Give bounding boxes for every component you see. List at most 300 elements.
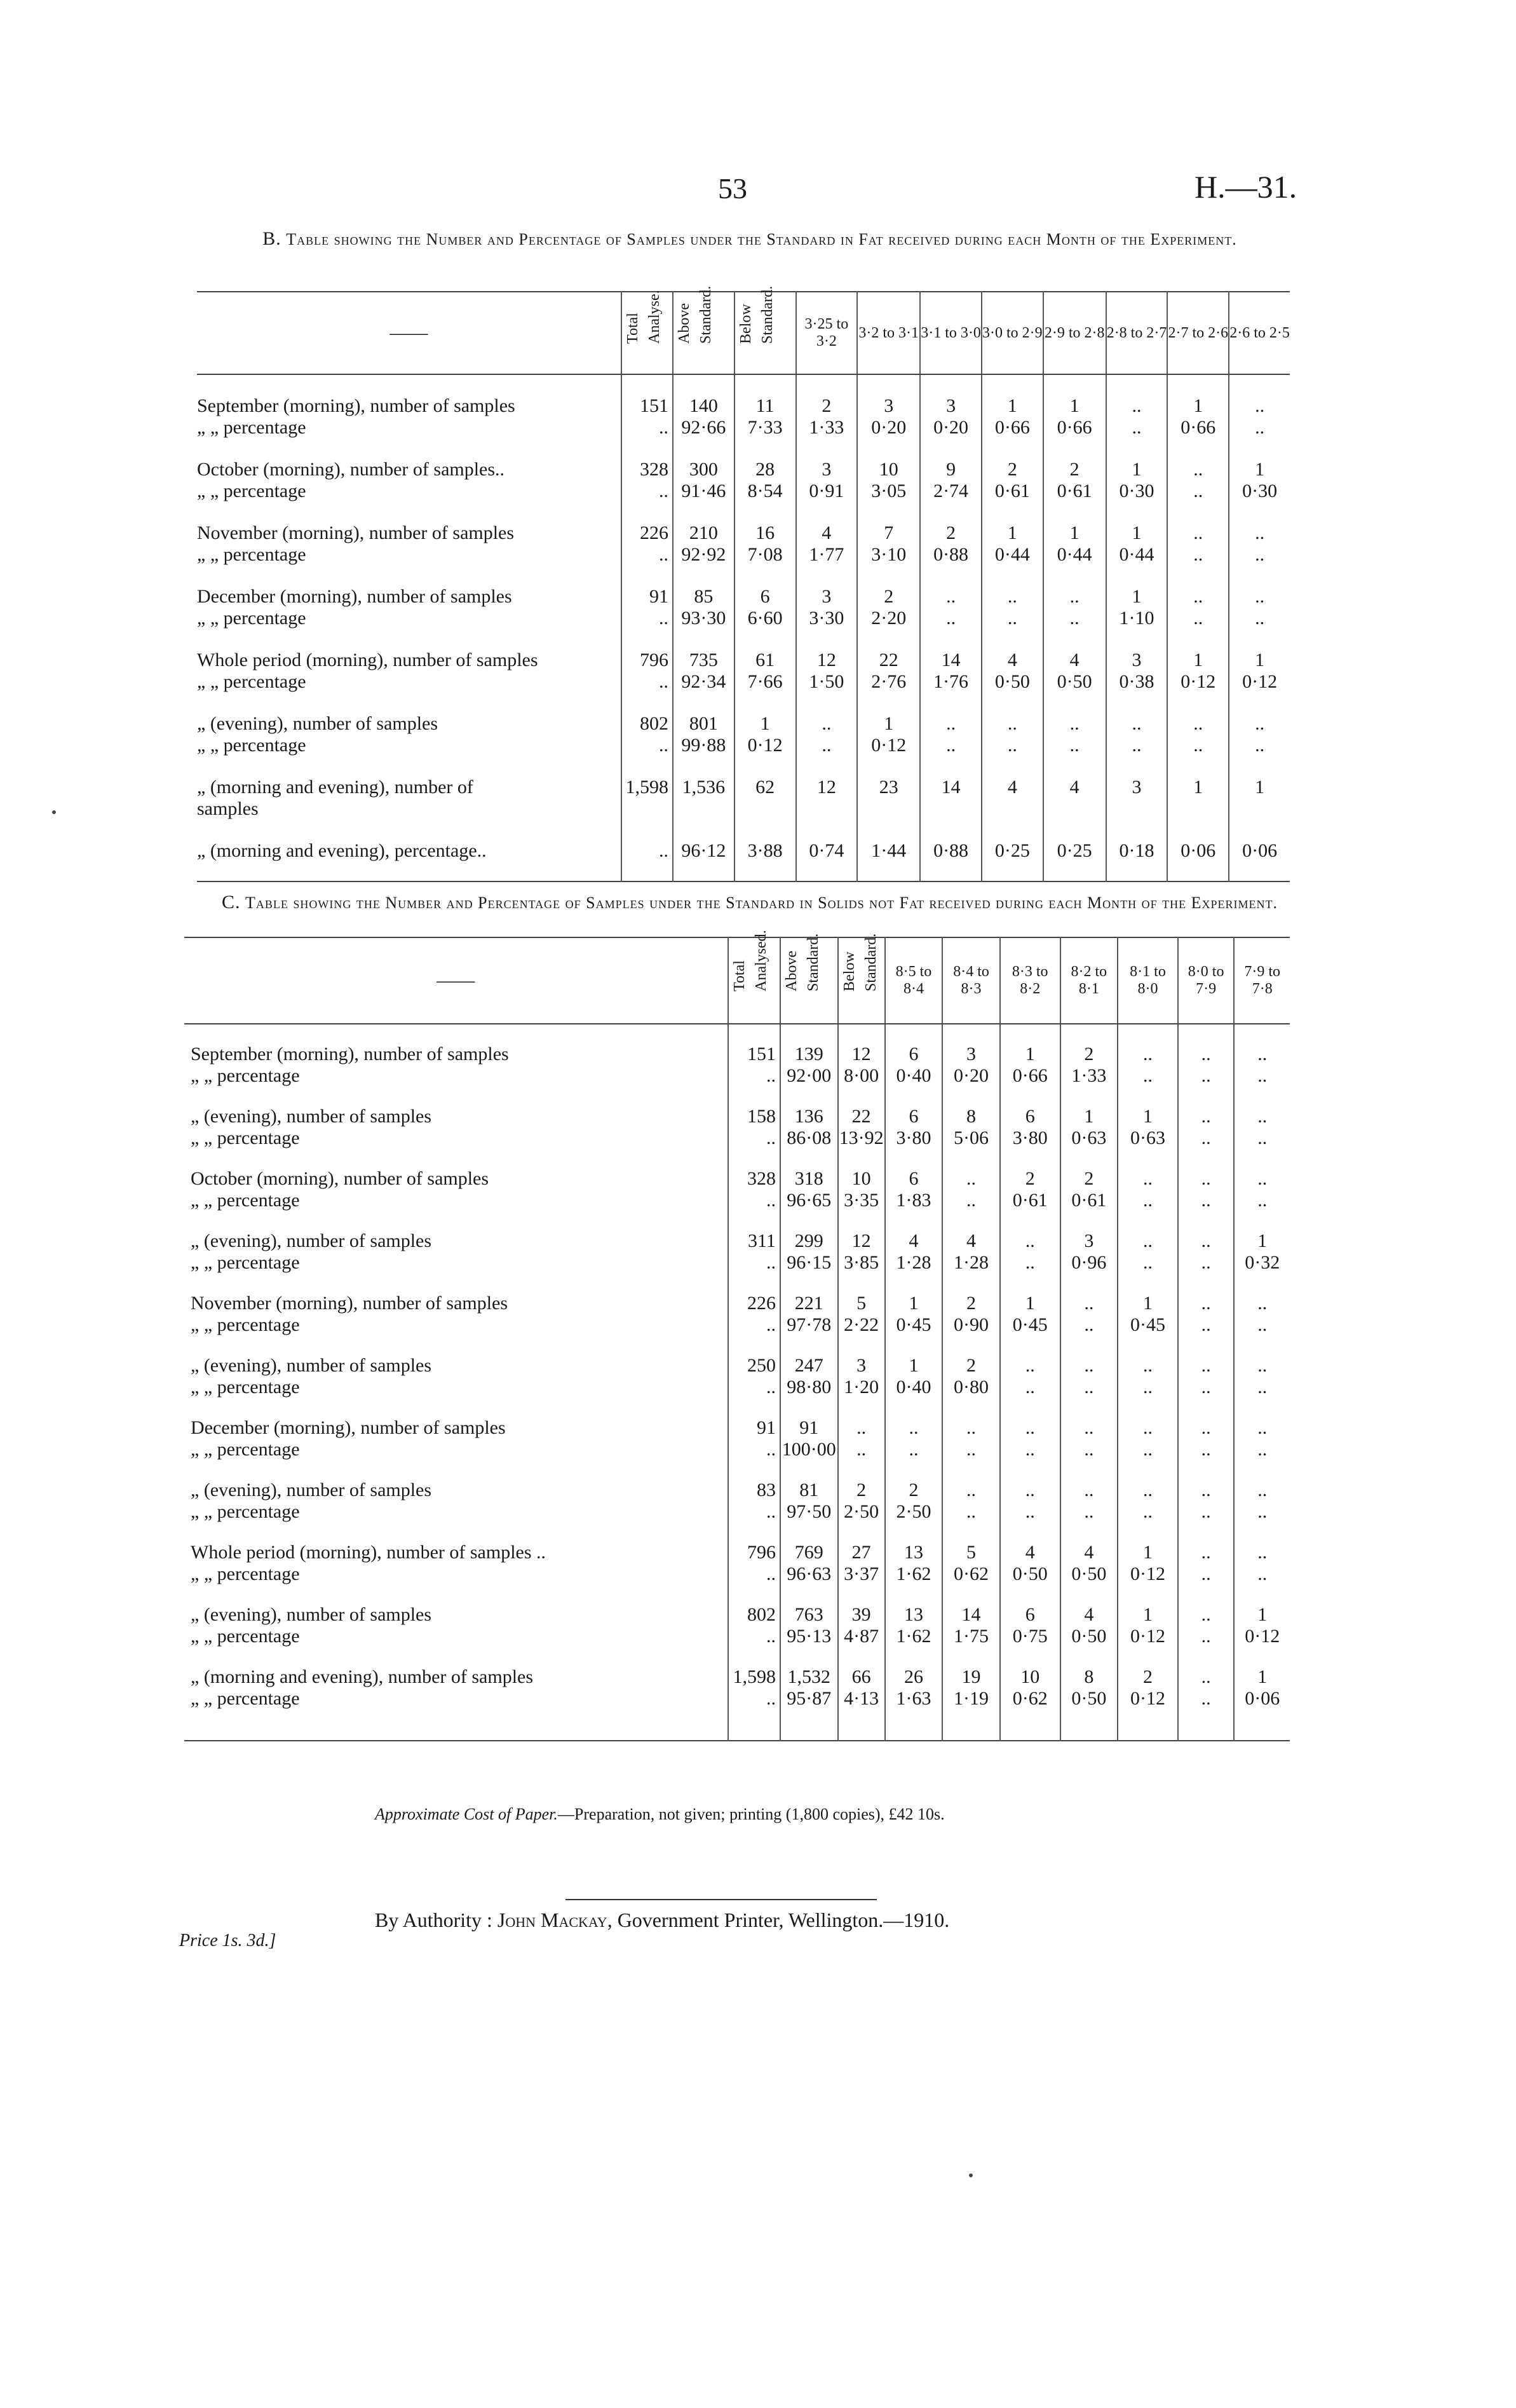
table-row <box>197 629 1290 693</box>
cell-value: 0·12 <box>747 735 783 756</box>
cell-value: 0·91 <box>809 480 844 501</box>
value-cell <box>796 374 858 439</box>
cell-value: .. <box>1007 735 1017 756</box>
value-cell <box>982 756 1043 820</box>
value-cell <box>857 502 920 566</box>
row-label-line: „ „ percentage <box>191 1314 300 1335</box>
cell-value: 7·08 <box>747 544 783 565</box>
cell-value: 1,598 <box>625 777 668 798</box>
value-cell <box>857 629 920 693</box>
cell-value: 2 <box>909 1479 919 1500</box>
cell-value: 4 <box>822 522 832 543</box>
cell-value: 1 <box>1007 395 1017 416</box>
cell-value: 12 <box>851 1044 871 1065</box>
cell-value: 6 <box>909 1168 919 1189</box>
cell-value: 0·12 <box>1130 1626 1166 1647</box>
cell-value: .. <box>658 544 668 565</box>
cell-value: .. <box>1084 1377 1094 1398</box>
cell-value: .. <box>766 1626 776 1647</box>
value-cell <box>1178 1647 1235 1741</box>
cell-value: .. <box>1084 1501 1094 1522</box>
total-cell <box>728 1087 780 1149</box>
value-cell <box>1234 1024 1290 1087</box>
table-row <box>184 1647 1290 1741</box>
cell-value: 96·63 <box>787 1563 832 1584</box>
value-cell <box>942 1585 1000 1647</box>
value-cell <box>920 629 982 693</box>
row-label-line: November (morning), number of samples <box>197 522 515 543</box>
value-cell <box>1118 1398 1178 1460</box>
cell-value: 0·61 <box>1071 1190 1107 1211</box>
value-cell <box>1229 439 1290 502</box>
value-cell <box>857 756 920 820</box>
row-label-line: „ „ percentage <box>191 1439 300 1460</box>
cell-value: 2·76 <box>871 671 907 692</box>
value-cell <box>1229 566 1290 629</box>
cell-value: .. <box>1007 713 1017 734</box>
cell-value: .. <box>822 713 832 734</box>
value-cell <box>1167 566 1229 629</box>
cell-value: 96·12 <box>681 840 726 861</box>
row-label-line: October (morning), number of samples <box>191 1168 489 1189</box>
cell-value: 1 <box>1132 522 1142 543</box>
cell-value: 0·90 <box>954 1314 989 1335</box>
cell-value: .. <box>1257 1127 1268 1148</box>
value-cell <box>920 693 982 756</box>
cell-value: 1 <box>1255 650 1265 670</box>
cell-value: 2 <box>884 586 894 607</box>
value-cell <box>857 566 920 629</box>
cell-value: 0·06 <box>1181 840 1216 861</box>
cell-value: 4·13 <box>844 1688 879 1709</box>
value-cell <box>857 693 920 756</box>
value-cell <box>982 820 1043 881</box>
cell-value: 28 <box>755 459 775 480</box>
cell-value: 796 <box>639 650 668 670</box>
cell-value: 2·50 <box>844 1501 879 1522</box>
table-row <box>184 1336 1290 1398</box>
cell-value: .. <box>1257 1065 1268 1086</box>
value-cell <box>1000 1647 1060 1741</box>
value-cell <box>734 439 796 502</box>
cell-value: .. <box>1143 1190 1153 1211</box>
total-cell <box>621 502 673 566</box>
cell-value: .. <box>1069 608 1079 629</box>
value-cell <box>1167 439 1229 502</box>
value-cell <box>673 439 734 502</box>
row-label-line: „ „ percentage <box>191 1563 300 1584</box>
row-label-line: „ „ percentage <box>191 1127 300 1148</box>
cell-value: 151 <box>639 395 668 416</box>
value-cell <box>1043 629 1106 693</box>
cell-value: .. <box>766 1501 776 1522</box>
cell-value: .. <box>1201 1314 1211 1335</box>
value-cell <box>673 502 734 566</box>
value-cell <box>1000 1149 1060 1211</box>
cell-value: .. <box>1201 1563 1211 1584</box>
col-total: Total Analysed. <box>728 937 780 1024</box>
cell-value: 328 <box>747 1168 776 1189</box>
value-cell <box>1178 1336 1235 1398</box>
cell-value: 1 <box>1257 1666 1268 1687</box>
cell-value: 3·88 <box>747 840 783 861</box>
cell-value: 0·12 <box>1130 1688 1166 1709</box>
fat-table <box>197 285 1290 882</box>
total-cell <box>728 1398 780 1460</box>
cell-value: 0·20 <box>933 417 969 438</box>
cell-value: 3 <box>946 395 956 416</box>
cell-value: .. <box>658 671 668 692</box>
cell-value: .. <box>946 713 956 734</box>
value-cell <box>780 1398 838 1460</box>
value-cell <box>1043 693 1106 756</box>
value-cell <box>796 502 858 566</box>
cell-value: 12 <box>816 777 836 798</box>
cell-value: 0·45 <box>896 1314 931 1335</box>
cell-value: .. <box>766 1065 776 1086</box>
cell-value: 0·61 <box>1012 1190 1048 1211</box>
cell-value: 12 <box>851 1230 871 1251</box>
cell-value: 1·75 <box>954 1626 989 1647</box>
cell-value: .. <box>1201 1127 1211 1148</box>
cell-value <box>1044 798 1106 820</box>
value-cell <box>1178 1585 1235 1647</box>
table-row <box>197 374 1290 439</box>
value-cell <box>1060 1460 1118 1523</box>
cell-value: .. <box>658 608 668 629</box>
cell-value: 0·12 <box>1242 671 1278 692</box>
cell-value: 0·96 <box>1071 1252 1107 1273</box>
row-label <box>197 374 621 439</box>
value-cell <box>780 1024 838 1087</box>
cell-value: 22 <box>879 650 898 670</box>
printer-name: John Mackay <box>497 1908 607 1931</box>
row-label-line: December (morning), number of samples <box>197 586 512 607</box>
value-cell <box>1229 693 1290 756</box>
value-cell <box>920 566 982 629</box>
value-cell <box>838 1336 885 1398</box>
value-cell <box>1234 1585 1290 1647</box>
cell-value: 1·28 <box>896 1252 931 1273</box>
cell-value: 91 <box>649 586 668 607</box>
cell-value: 0·12 <box>1245 1626 1280 1647</box>
cell-value: 92·34 <box>681 671 726 692</box>
cell-value: .. <box>1193 735 1203 756</box>
total-cell <box>728 1523 780 1585</box>
cell-value: .. <box>1257 1439 1268 1460</box>
speck <box>52 810 56 814</box>
cell-value: 10 <box>851 1168 871 1189</box>
row-label-line: „ (evening), number of samples <box>191 1106 432 1127</box>
cell-value: 92·66 <box>681 417 726 438</box>
cell-value: 8 <box>1084 1666 1094 1687</box>
value-cell <box>1043 439 1106 502</box>
cell-value: 4·87 <box>844 1626 879 1647</box>
cell-value: .. <box>1007 608 1017 629</box>
value-cell <box>1118 1024 1178 1087</box>
value-cell <box>1106 693 1168 756</box>
value-cell <box>1106 502 1168 566</box>
cell-value: 0·18 <box>1119 840 1154 861</box>
cell-value: 1 <box>1069 395 1079 416</box>
cell-value: 6 <box>909 1044 919 1065</box>
cell-value: 85 <box>694 586 714 607</box>
cell-value: .. <box>766 1314 776 1335</box>
cell-value: 139 <box>794 1044 823 1065</box>
cell-value: 2 <box>966 1293 977 1314</box>
value-cell <box>734 820 796 881</box>
cell-value: .. <box>1084 1314 1094 1335</box>
cell-value: .. <box>658 735 668 756</box>
value-cell <box>982 374 1043 439</box>
cell-value: 250 <box>747 1355 776 1376</box>
cell-value: .. <box>1143 1439 1153 1460</box>
row-label-line: „ „ percentage <box>191 1501 300 1522</box>
cell-value: 5·06 <box>954 1127 989 1148</box>
cell-value: 8·00 <box>844 1065 879 1086</box>
row-label <box>197 439 621 502</box>
value-cell <box>1043 374 1106 439</box>
cell-value <box>673 798 734 820</box>
cell-value: 0·30 <box>1242 480 1278 501</box>
value-cell <box>1060 1274 1118 1336</box>
value-cell <box>942 1523 1000 1585</box>
cell-value: .. <box>1084 1417 1094 1438</box>
table-row <box>184 1149 1290 1211</box>
cell-value: .. <box>766 1688 776 1709</box>
cell-value: 0·62 <box>1012 1688 1048 1709</box>
table-row <box>184 1024 1290 1087</box>
col-range: 3·2 to 3·1 <box>857 292 920 374</box>
cost-of-paper <box>375 1805 945 1824</box>
cell-value: 3 <box>856 1355 867 1376</box>
cell-value: 7·33 <box>747 417 783 438</box>
value-cell <box>942 1274 1000 1336</box>
value-cell <box>1043 820 1106 881</box>
cell-value: 3·37 <box>844 1563 879 1584</box>
row-label-line: „ (evening), number of samples <box>191 1230 432 1251</box>
cell-value: 14 <box>941 650 961 670</box>
table-row <box>184 1398 1290 1460</box>
value-cell <box>838 1647 885 1741</box>
table-row <box>197 693 1290 756</box>
cell-value: 6 <box>909 1106 919 1127</box>
row-label-line: October (morning), number of samples.. <box>197 459 505 480</box>
cell-value: .. <box>1193 586 1203 607</box>
cell-value: 4 <box>1084 1542 1094 1563</box>
col-range: 8·0 to 7·9 <box>1178 937 1235 1024</box>
cell-value: .. <box>1193 522 1203 543</box>
col-range: 7·9 to 7·8 <box>1234 937 1290 1024</box>
value-cell <box>1060 1087 1118 1149</box>
cell-value: .. <box>1257 1106 1268 1127</box>
value-cell <box>838 1274 885 1336</box>
cell-value: 801 <box>689 713 718 734</box>
value-cell <box>673 629 734 693</box>
value-cell <box>1229 502 1290 566</box>
cell-value: 802 <box>639 713 668 734</box>
cell-value: .. <box>966 1501 977 1522</box>
cell-value: .. <box>658 417 668 438</box>
value-cell <box>982 566 1043 629</box>
cell-value: .. <box>1069 586 1079 607</box>
value-cell <box>1234 1087 1290 1149</box>
value-cell <box>1167 820 1229 881</box>
cell-value: 9 <box>946 459 956 480</box>
cell-value: 763 <box>794 1604 823 1625</box>
col-total: Total Analyse. <box>621 292 673 374</box>
value-cell <box>1060 1149 1118 1211</box>
cell-value: 2·20 <box>871 608 907 629</box>
cell-value: 0·12 <box>1130 1563 1166 1584</box>
cell-value: 7·66 <box>747 671 783 692</box>
cell-value: 13 <box>904 1542 923 1563</box>
cell-value: .. <box>1257 1044 1268 1065</box>
cell-value: .. <box>1143 1044 1153 1065</box>
cell-value: .. <box>1257 1293 1268 1314</box>
value-cell <box>942 1460 1000 1523</box>
cell-value: 0·12 <box>871 735 907 756</box>
cell-value: .. <box>1143 1168 1153 1189</box>
table-row <box>184 1274 1290 1336</box>
value-cell <box>1118 1585 1178 1647</box>
cell-value: .. <box>766 1377 776 1398</box>
cell-value: 3·35 <box>844 1190 879 1211</box>
table-c-title: Table showing the Number and Percentage of Samples under the Standard in Solids not Fat received during each Month of the Experiment. <box>245 894 1278 912</box>
cell-value: 93·30 <box>681 608 726 629</box>
cell-value: .. <box>1143 1355 1153 1376</box>
cell-value: 2·50 <box>896 1501 931 1522</box>
cell-value: 1·33 <box>1071 1065 1107 1086</box>
cell-value: .. <box>766 1563 776 1584</box>
cell-value: 299 <box>794 1230 823 1251</box>
cell-value: .. <box>1257 1479 1268 1500</box>
row-label-line: „ (evening), number of samples <box>197 713 438 734</box>
cell-value: .. <box>1132 713 1142 734</box>
cell-value: .. <box>1025 1479 1035 1500</box>
solids-table <box>184 930 1290 1741</box>
value-cell <box>838 1149 885 1211</box>
value-cell <box>1060 1647 1118 1741</box>
row-label-line: November (morning), number of samples <box>191 1293 508 1314</box>
cell-value: .. <box>1025 1252 1035 1273</box>
cell-value: .. <box>1201 1230 1211 1251</box>
total-cell <box>728 1336 780 1398</box>
cell-value: .. <box>1132 395 1142 416</box>
row-label-line: „ „ percentage <box>191 1688 300 1709</box>
value-cell <box>1167 629 1229 693</box>
cell-value: 0·38 <box>1119 671 1154 692</box>
value-cell <box>1000 1336 1060 1398</box>
row-label <box>197 820 621 881</box>
table-c-prefix: C. <box>221 892 241 913</box>
cell-value: 1 <box>1257 1604 1268 1625</box>
cell-value: .. <box>766 1127 776 1148</box>
value-cell <box>1167 374 1229 439</box>
cell-value: 61 <box>755 650 775 670</box>
value-cell <box>1060 1398 1118 1460</box>
col-above: Above Standard. <box>780 937 838 1024</box>
cell-value: .. <box>1084 1293 1094 1314</box>
cell-value: 1 <box>1193 395 1203 416</box>
cell-value: .. <box>1201 1626 1211 1647</box>
value-cell <box>857 820 920 881</box>
value-cell <box>673 820 734 881</box>
cell-value: .. <box>1257 1542 1268 1563</box>
cell-value: 3·80 <box>896 1127 931 1148</box>
value-cell <box>1178 1149 1235 1211</box>
cell-value: .. <box>1255 544 1265 565</box>
col-above: Above Standard. <box>673 292 734 374</box>
cell-value: 3·05 <box>871 480 907 501</box>
value-cell <box>1043 502 1106 566</box>
cell-value: 226 <box>639 522 668 543</box>
cell-value: 2 <box>946 522 956 543</box>
cell-value: 4 <box>1007 650 1017 670</box>
cell-value: 1 <box>909 1355 919 1376</box>
cell-value: 2 <box>1025 1168 1035 1189</box>
cell-value: 210 <box>689 522 718 543</box>
cell-value: 3 <box>884 395 894 416</box>
cell-value: 0·44 <box>1119 544 1154 565</box>
cell-value: 13 <box>904 1604 923 1625</box>
cell-value: .. <box>1201 1065 1211 1086</box>
cell-value: 2 <box>856 1479 867 1500</box>
value-cell <box>734 756 796 820</box>
value-cell <box>857 439 920 502</box>
cell-value: 247 <box>794 1355 823 1376</box>
cell-value: .. <box>1143 1230 1153 1251</box>
cell-value: 0·45 <box>1012 1314 1048 1335</box>
cell-value: 0·66 <box>1181 417 1216 438</box>
col-range: 8·4 to 8·3 <box>942 937 1000 1024</box>
cell-value: .. <box>1201 1501 1211 1522</box>
value-cell <box>920 502 982 566</box>
row-label-line: December (morning), number of samples <box>191 1417 506 1438</box>
col-range: 3·25 to 3·2 <box>796 292 858 374</box>
cell-value: .. <box>1143 1479 1153 1500</box>
cell-value: .. <box>1201 1439 1211 1460</box>
col-range: 8·5 to 8·4 <box>885 937 943 1024</box>
value-cell <box>780 1585 838 1647</box>
value-cell <box>673 374 734 439</box>
cell-value: .. <box>1025 1501 1035 1522</box>
cell-value: 1 <box>1143 1106 1153 1127</box>
cell-value: 1·33 <box>809 417 844 438</box>
cell-value: .. <box>909 1439 919 1460</box>
cell-value: .. <box>1257 1501 1268 1522</box>
cell-value: .. <box>1193 544 1203 565</box>
table-row <box>184 1460 1290 1523</box>
cell-value: 10 <box>879 459 898 480</box>
cell-value: 19 <box>961 1666 981 1687</box>
cell-value: 1·62 <box>896 1563 931 1584</box>
value-cell <box>1106 374 1168 439</box>
cell-value: 300 <box>689 459 718 480</box>
cell-value: 0·06 <box>1245 1688 1280 1709</box>
cell-value: 158 <box>747 1106 776 1127</box>
cell-value: 1,532 <box>787 1666 830 1687</box>
col-below: Below Standard. <box>734 292 796 374</box>
cell-value: 1·10 <box>1119 608 1154 629</box>
cell-value: 4 <box>966 1230 977 1251</box>
value-cell <box>982 502 1043 566</box>
cell-value: 81 <box>799 1479 819 1500</box>
value-cell <box>734 629 796 693</box>
cell-value: 1 <box>1257 1230 1268 1251</box>
value-cell <box>885 1087 943 1149</box>
value-cell <box>1234 1211 1290 1274</box>
